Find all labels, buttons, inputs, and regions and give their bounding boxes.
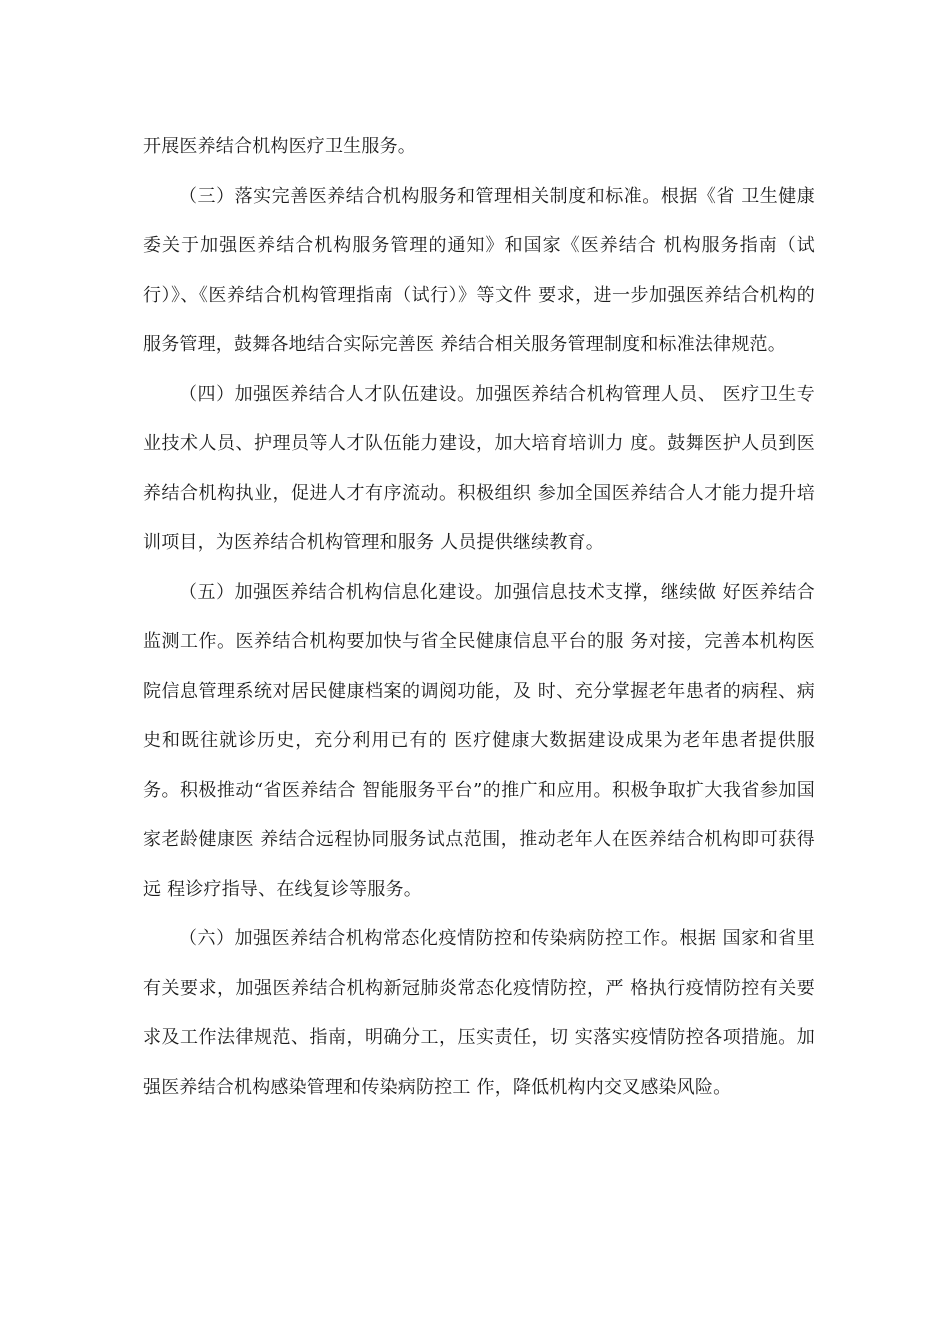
paragraph-section-4: （四）加强医养结合人才队伍建设。加强医养结合机构管理人员、 医疗卫生专业技术人员、护理员等人才队伍能力建设，加大培育培训力 度。鼓舞医护人员到医养结合机构执业，促进人才有序流动。积极组织 参加全国医养结合人才能力提升培训项目，为医养结合机构管理和服务 人员提供继续教育。 — [143, 383, 815, 553]
paragraph-continuation: 开展医养结合机构医疗卫生服务。 — [143, 136, 416, 157]
document-body — [143, 122, 815, 1112]
paragraph-section-3: （三）落实完善医养结合机构服务和管理相关制度和标准。根据《省 卫生健康委关于加强医养结合机构服务管理的通知》和国家《医养结合 机构服务指南（试行）》、《医养结合机构管理指南（试行）》等文件 要求，进一步加强医养结合机构的服务管理，鼓舞各地结合实际完善医 养结合相关服务管理制度和标准法律规范。 — [143, 185, 815, 355]
paragraph-section-6: （六）加强医养结合机构常态化疫情防控和传染病防控工作。根据 国家和省里有关要求，加强医养结合机构新冠肺炎常态化疫情防控，严 格执行疫情防控有关要求及工作法律规范、指南，明确分工，压实责任，切 实落实疫情防控各项措施。加强医养结合机构感染管理和传染病防控工 作，降低机构内交叉感染风险。 — [143, 928, 815, 1098]
paragraph-section-5: （五）加强医养结合机构信息化建设。加强信息技术支撑，继续做 好医养结合监测工作。医养结合机构要加快与省全民健康信息平台的服 务对接，完善本机构医院信息管理系统对居民健康档案的调阅功能，及 时、充分掌握老年患者的病程、病史和既往就诊历史，充分利用已有的 医疗健康大数据建设成果为老年患者提供服务。积极推动“省医养结合 智能服务平台”的推广和应用。积极争取扩大我省参加国家老龄健康医 养结合远程协同服务试点范围，推动老年人在医养结合机构即可获得远 程诊疗指导、在线复诊等服务。 — [143, 581, 815, 900]
